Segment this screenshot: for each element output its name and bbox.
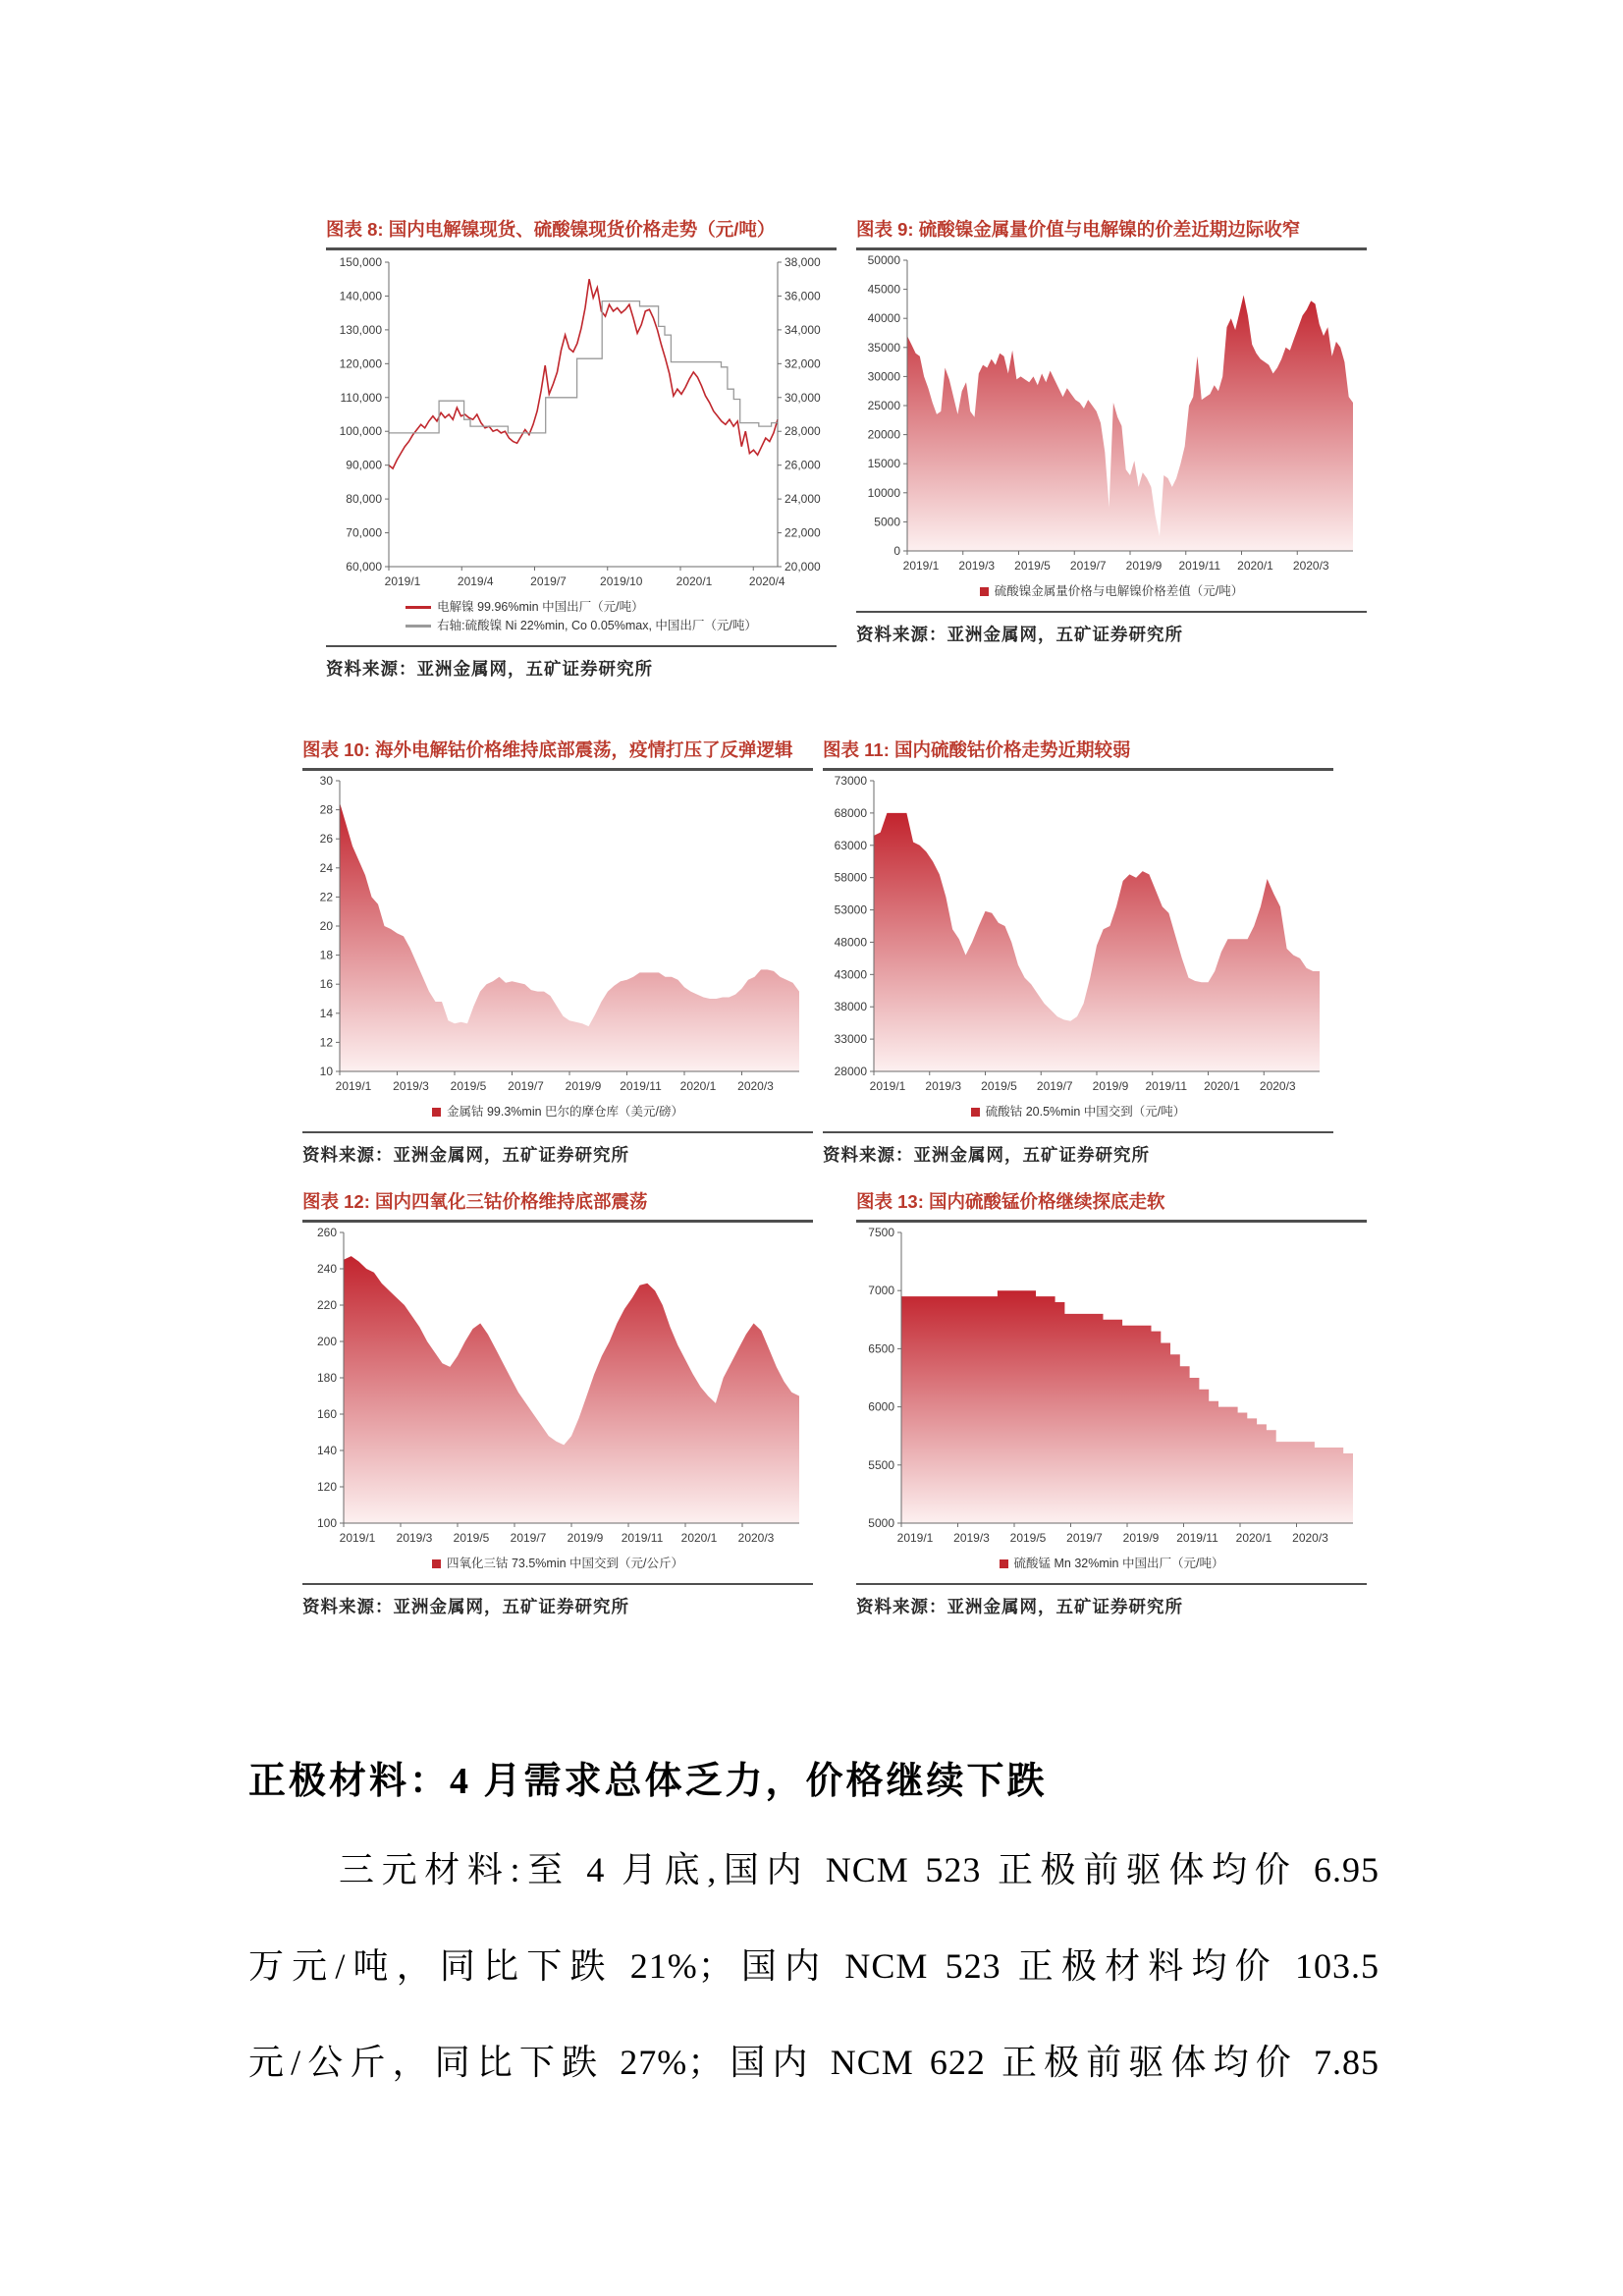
svg-text:220: 220 — [316, 1298, 337, 1312]
svg-text:73000: 73000 — [834, 775, 867, 788]
svg-text:20: 20 — [319, 919, 333, 933]
figure-13 — [856, 1190, 1367, 1618]
svg-text:2019/1: 2019/1 — [339, 1531, 376, 1545]
legend-label: 右轴:硫酸镍 Ni 22%min, Co 0.05%max, 中国出厂（元/吨） — [437, 619, 757, 632]
svg-text:20000: 20000 — [867, 427, 900, 442]
chart-nickel-spot-prices — [326, 254, 837, 596]
legend-entries — [432, 1555, 683, 1573]
divider — [326, 645, 837, 647]
svg-text:15000: 15000 — [867, 457, 900, 471]
svg-text:2020/3: 2020/3 — [737, 1079, 774, 1093]
svg-text:43000: 43000 — [834, 967, 867, 982]
legend-square-swatch — [432, 1108, 441, 1117]
chart-nickel-sulfate-spread — [856, 254, 1367, 580]
svg-text:120,000: 120,000 — [339, 356, 382, 371]
legend-square-swatch — [971, 1108, 980, 1117]
divider — [302, 1131, 813, 1133]
chart-manganese-sulfate-china — [856, 1227, 1367, 1553]
svg-text:18: 18 — [319, 948, 333, 962]
legend-square-swatch — [980, 587, 989, 596]
figure-13-source: 资料来源：亚洲金属网，五矿证券研究所 — [856, 1597, 1183, 1616]
divider — [856, 611, 1367, 613]
svg-text:63000: 63000 — [834, 838, 867, 852]
svg-text:30: 30 — [319, 775, 333, 788]
svg-text:2019/4: 2019/4 — [457, 574, 494, 588]
svg-text:2019/10: 2019/10 — [600, 574, 643, 588]
svg-text:12: 12 — [319, 1035, 333, 1050]
figure-9-source: 资料来源：亚洲金属网，五矿证券研究所 — [856, 625, 1183, 644]
svg-text:28: 28 — [319, 802, 333, 817]
legend-line-swatch — [406, 625, 431, 628]
svg-text:2019/3: 2019/3 — [393, 1079, 429, 1093]
svg-text:100: 100 — [316, 1516, 337, 1530]
figure-12-title: 图表 12: 国内四氧化三钴价格维持底部震荡 — [302, 1191, 648, 1212]
svg-text:100,000: 100,000 — [339, 424, 382, 439]
legend-label: 金属钴 99.3%min 巴尔的摩仓库（美元/磅） — [446, 1105, 683, 1119]
svg-text:2020/1: 2020/1 — [1235, 1531, 1272, 1545]
svg-text:140,000: 140,000 — [339, 289, 382, 303]
svg-text:2019/3: 2019/3 — [958, 559, 996, 573]
svg-text:130,000: 130,000 — [339, 322, 382, 337]
legend-entry — [406, 617, 757, 635]
legend-label: 四氧化三钴 73.5%min 中国交到（元/公斤） — [446, 1557, 683, 1570]
figure-11-source: 资料来源：亚洲金属网，五矿证券研究所 — [823, 1145, 1150, 1165]
svg-text:2020/1: 2020/1 — [680, 1531, 718, 1545]
svg-text:28,000: 28,000 — [784, 424, 821, 439]
svg-text:40000: 40000 — [867, 311, 900, 326]
svg-text:2019/5: 2019/5 — [1009, 1531, 1047, 1545]
svg-text:2019/1: 2019/1 — [384, 574, 421, 588]
svg-text:2020/1: 2020/1 — [1204, 1079, 1240, 1093]
svg-text:2019/1: 2019/1 — [335, 1079, 372, 1093]
legend-line-swatch — [406, 606, 431, 609]
legend-entry — [971, 1103, 1186, 1121]
legend-entries — [980, 582, 1243, 601]
divider — [302, 1583, 813, 1585]
svg-text:2019/11: 2019/11 — [1176, 1531, 1218, 1545]
svg-text:20,000: 20,000 — [784, 560, 821, 574]
paragraph-line: 三元材料:至 4 月底,国内 NCM 523 正极前驱体均价 6.95 — [339, 1850, 1380, 1889]
svg-text:2019/7: 2019/7 — [1066, 1531, 1103, 1545]
svg-text:33000: 33000 — [834, 1032, 867, 1047]
figure-12 — [302, 1190, 813, 1618]
svg-text:120: 120 — [316, 1480, 337, 1494]
figure-12-legend — [302, 1555, 813, 1573]
svg-text:2020/1: 2020/1 — [676, 574, 713, 588]
svg-text:2019/1: 2019/1 — [902, 559, 940, 573]
svg-text:150,000: 150,000 — [339, 255, 382, 269]
legend-entries — [432, 1103, 683, 1121]
svg-text:25000: 25000 — [867, 399, 900, 412]
body-paragraph — [248, 1852, 1380, 2140]
divider — [302, 768, 813, 771]
svg-text:6000: 6000 — [868, 1399, 894, 1414]
svg-text:2019/7: 2019/7 — [508, 1079, 544, 1093]
svg-text:2019/9: 2019/9 — [1125, 559, 1163, 573]
svg-text:35000: 35000 — [867, 340, 900, 355]
svg-text:70,000: 70,000 — [346, 525, 382, 540]
svg-text:2019/3: 2019/3 — [925, 1079, 962, 1093]
legend-entry — [406, 598, 757, 617]
svg-text:260: 260 — [316, 1227, 337, 1239]
legend-label: 硫酸锰 Mn 32%min 中国出厂（元/吨） — [1013, 1557, 1224, 1570]
svg-text:22,000: 22,000 — [784, 525, 821, 540]
divider — [856, 1220, 1367, 1223]
legend-label: 硫酸镍金属量价格与电解镍价格差值（元/吨） — [994, 584, 1244, 598]
svg-text:2019/5: 2019/5 — [450, 1079, 487, 1093]
svg-text:30,000: 30,000 — [784, 390, 821, 405]
figure-9-legend — [856, 582, 1367, 601]
figure-8 — [326, 218, 837, 681]
svg-text:58000: 58000 — [834, 870, 867, 885]
svg-text:2019/11: 2019/11 — [1178, 559, 1220, 573]
legend-entry — [432, 1555, 683, 1573]
svg-text:7000: 7000 — [868, 1284, 894, 1298]
svg-text:38000: 38000 — [834, 1000, 867, 1014]
svg-text:7500: 7500 — [868, 1227, 894, 1239]
svg-text:2019/5: 2019/5 — [981, 1079, 1017, 1093]
svg-text:110,000: 110,000 — [340, 390, 382, 405]
figure-10-title: 图表 10: 海外电解钴价格维持底部震荡，疫情打压了反弹逻辑 — [302, 739, 793, 760]
section-heading: 正极材料：4 月需求总体乏力，价格继续下跌 — [248, 1761, 1048, 1802]
svg-text:2019/7: 2019/7 — [1036, 1079, 1073, 1093]
divider — [823, 768, 1333, 771]
legend-entry — [980, 582, 1243, 601]
svg-text:6500: 6500 — [868, 1341, 894, 1356]
svg-text:160: 160 — [316, 1407, 337, 1421]
svg-text:48000: 48000 — [834, 935, 867, 950]
figure-10-source: 资料来源：亚洲金属网，五矿证券研究所 — [302, 1145, 629, 1165]
svg-text:2019/3: 2019/3 — [396, 1531, 433, 1545]
svg-text:10000: 10000 — [867, 485, 900, 500]
svg-text:5000: 5000 — [874, 515, 900, 529]
divider — [326, 247, 837, 250]
svg-text:10: 10 — [319, 1065, 333, 1078]
divider — [302, 1220, 813, 1223]
svg-text:2019/1: 2019/1 — [869, 1079, 906, 1093]
svg-text:60,000: 60,000 — [346, 560, 382, 574]
legend-entry — [432, 1103, 683, 1121]
svg-text:14: 14 — [319, 1006, 333, 1020]
legend-label: 电解镍 99.96%min 中国出厂（元/吨） — [437, 600, 644, 614]
svg-text:36,000: 36,000 — [784, 289, 821, 303]
svg-text:2019/7: 2019/7 — [510, 1531, 547, 1545]
svg-text:80,000: 80,000 — [346, 492, 382, 507]
svg-text:2019/9: 2019/9 — [567, 1531, 604, 1545]
svg-text:2019/7: 2019/7 — [530, 574, 567, 588]
svg-text:2020/3: 2020/3 — [737, 1531, 775, 1545]
svg-text:2019/5: 2019/5 — [453, 1531, 490, 1545]
svg-text:240: 240 — [316, 1262, 337, 1276]
svg-text:28000: 28000 — [834, 1065, 867, 1078]
figure-13-legend — [856, 1555, 1367, 1573]
svg-text:200: 200 — [316, 1335, 337, 1348]
svg-text:68000: 68000 — [834, 805, 867, 820]
svg-text:24: 24 — [319, 860, 333, 875]
svg-text:90,000: 90,000 — [346, 458, 382, 472]
paragraph-line: 元/公斤，同比下跌 27%；国内 NCM 622 正极前驱体均价 7.85 — [248, 2042, 1380, 2082]
svg-text:53000: 53000 — [834, 902, 867, 917]
figure-11 — [823, 738, 1333, 1167]
svg-text:2019/9: 2019/9 — [1092, 1079, 1129, 1093]
svg-text:2019/11: 2019/11 — [1145, 1079, 1187, 1093]
figure-8-legend — [326, 598, 837, 635]
svg-text:180: 180 — [316, 1371, 337, 1385]
figure-8-title: 图表 8: 国内电解镍现货、硫酸镍现货价格走势（元/吨） — [326, 219, 776, 240]
figure-11-legend — [823, 1103, 1333, 1121]
svg-text:2019/9: 2019/9 — [565, 1079, 602, 1093]
legend-square-swatch — [1000, 1559, 1008, 1568]
svg-text:50000: 50000 — [867, 254, 900, 267]
svg-text:22: 22 — [319, 890, 333, 904]
legend-square-swatch — [432, 1559, 441, 1568]
legend-entries — [406, 598, 757, 635]
chart-cobalt-sulfate-china — [823, 775, 1333, 1101]
svg-text:2019/9: 2019/9 — [1122, 1531, 1160, 1545]
figure-10 — [302, 738, 813, 1167]
figure-12-source: 资料来源：亚洲金属网，五矿证券研究所 — [302, 1597, 629, 1616]
legend-entries — [1000, 1555, 1224, 1573]
svg-text:2019/11: 2019/11 — [621, 1531, 664, 1545]
figure-11-title: 图表 11: 国内硫酸钴价格走势近期较弱 — [823, 739, 1131, 760]
svg-text:2019/11: 2019/11 — [620, 1079, 662, 1093]
figure-8-source: 资料来源：亚洲金属网，五矿证券研究所 — [326, 659, 653, 679]
svg-text:2019/5: 2019/5 — [1014, 559, 1051, 573]
svg-text:2019/1: 2019/1 — [896, 1531, 934, 1545]
svg-text:26: 26 — [319, 832, 333, 847]
legend-label: 硫酸钴 20.5%min 中国交到（元/吨） — [985, 1105, 1186, 1119]
svg-text:24,000: 24,000 — [784, 492, 821, 507]
divider — [856, 1583, 1367, 1585]
chart-cobalt-tetroxide-china — [302, 1227, 813, 1553]
svg-text:2019/7: 2019/7 — [1069, 559, 1107, 573]
figure-9 — [856, 218, 1367, 646]
divider — [823, 1131, 1333, 1133]
svg-text:0: 0 — [893, 544, 900, 558]
svg-text:140: 140 — [316, 1444, 337, 1457]
svg-text:5000: 5000 — [868, 1516, 894, 1530]
svg-text:34,000: 34,000 — [784, 322, 821, 337]
svg-text:2020/3: 2020/3 — [1259, 1079, 1296, 1093]
svg-text:38,000: 38,000 — [784, 255, 821, 269]
svg-text:16: 16 — [319, 977, 333, 992]
figure-13-title: 图表 13: 国内硫酸锰价格继续探底走软 — [856, 1191, 1165, 1212]
svg-text:45000: 45000 — [867, 282, 900, 297]
svg-text:2020/3: 2020/3 — [1292, 559, 1329, 573]
svg-text:2019/3: 2019/3 — [953, 1531, 990, 1545]
svg-text:2020/1: 2020/1 — [679, 1079, 717, 1093]
svg-text:2020/3: 2020/3 — [1292, 1531, 1328, 1545]
figure-10-legend — [302, 1103, 813, 1121]
figure-9-title: 图表 9: 硫酸镍金属量价值与电解镍的价差近期边际收窄 — [856, 219, 1301, 240]
divider — [856, 247, 1367, 250]
svg-text:2020/4: 2020/4 — [748, 574, 785, 588]
legend-entries — [971, 1103, 1186, 1121]
svg-text:26,000: 26,000 — [784, 458, 821, 472]
svg-text:2020/1: 2020/1 — [1237, 559, 1273, 573]
legend-entry — [1000, 1555, 1224, 1573]
paragraph-line: 万元/吨，同比下跌 21%；国内 NCM 523 正极材料均价 103.5 — [248, 1945, 1380, 1986]
chart-cobalt-metal-overseas — [302, 775, 813, 1101]
svg-text:5500: 5500 — [868, 1457, 894, 1472]
svg-text:32,000: 32,000 — [784, 356, 821, 371]
svg-text:30000: 30000 — [867, 369, 900, 384]
